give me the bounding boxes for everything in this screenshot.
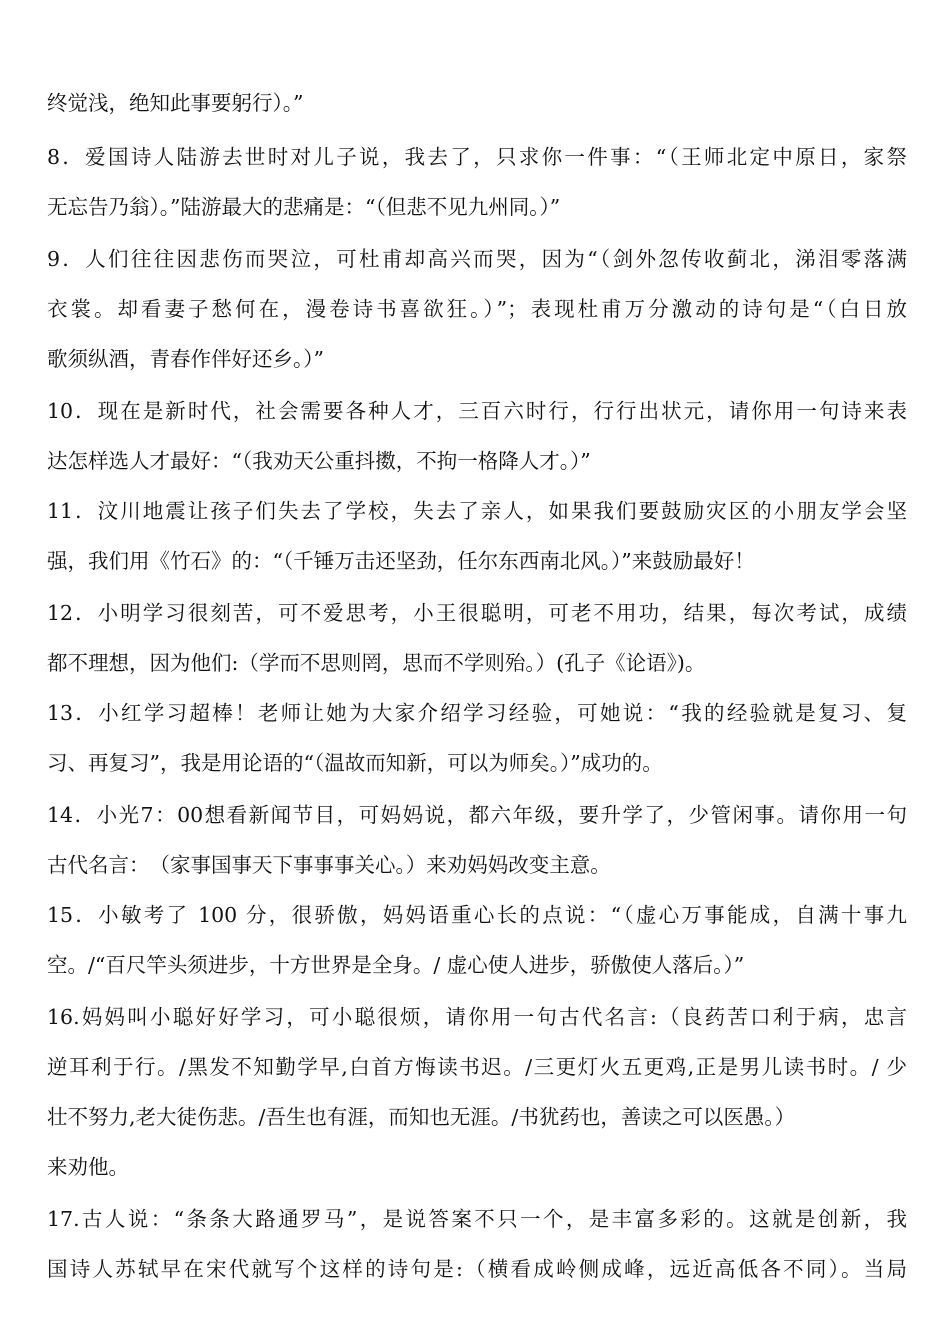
- text-line: 来劝他。: [47, 1155, 129, 1179]
- text-line: 都不理想，因为他们:（学而不思则罔，思而不学则殆。）(孔子《论语》)。: [47, 651, 706, 675]
- text-line: 逆耳利于行。/黑发不知勤学早,白首方悔读书迟。/三更灯火五更鸡,正是男儿读书时。/ 少: [47, 1055, 907, 1079]
- text-line: 14．小光7：00想看新闻节目，可妈妈说，都六年级，要升学了，少管闲事。请你用一句: [47, 803, 907, 827]
- text-line: 达怎样选人才最好：“（我劝天公重抖擞，不拘一格降人才。）”: [47, 449, 591, 473]
- text-line: 17.古人说：“条条大路通罗马”，是说答案不只一个，是丰富多彩的。这就是创新，我: [47, 1207, 907, 1231]
- text-line: 终觉浅，绝知此事要躬行）。”: [47, 91, 304, 115]
- text-line: 16.妈妈叫小聪好好学习，可小聪很烦，请你用一句古代名言:（良药苦口利于病，忠言: [47, 1005, 907, 1029]
- text-line: 空。/“百尺竿头须进步，十方世界是全身。/ 虚心使人进步，骄傲使人落后。）”: [47, 953, 745, 977]
- text-line: 9．人们往往因悲伤而哭泣，可杜甫却高兴而哭，因为“（剑外忽传收蓟北，涕泪零落满: [47, 247, 907, 271]
- text-line: 歌须纵酒，青春作伴好还乡。）”: [47, 347, 324, 371]
- text-line: 国诗人苏轼早在宋代就写个这样的诗句是:（横看成岭侧成峰，远近高低各不同）。当局: [47, 1257, 907, 1281]
- text-line: 习、再复习”，我是用论语的“（温故而知新，可以为师矣。）”成功的。: [47, 751, 663, 775]
- text-line: 衣裳。却看妻子愁何在，漫卷诗书喜欲狂。）”；表现杜甫万分激动的诗句是“（白日放: [47, 297, 907, 321]
- text-line: 12．小明学习很刻苦，可不爱思考，小王很聪明，可老不用功，结果，每次考试，成绩: [47, 601, 907, 625]
- text-line: 强，我们用《竹石》的：“（千锤万击还坚劲，任尔东西南北风。）”来鼓励最好！: [47, 549, 755, 573]
- text-line: 11．汶川地震让孩子们失去了学校，失去了亲人，如果我们要鼓励灾区的小朋友学会坚: [47, 499, 907, 523]
- text-line: 15．小敏考了 100 分，很骄傲，妈妈语重心长的点说：“（虚心万事能成，自满十事九: [47, 903, 907, 927]
- text-line: 8．爱国诗人陆游去世时对儿子说，我去了，只求你一件事：“（王师北定中原日，家祭: [47, 145, 907, 169]
- text-line: 10．现在是新时代，社会需要各种人才，三百六时行，行行出状元，请你用一句诗来表: [47, 399, 907, 423]
- text-line: 古代名言： （家事国事天下事事事关心。）来劝妈妈改变主意。: [47, 853, 611, 877]
- text-line: 无忘告乃翁）。”陆游最大的悲痛是：“（但悲不见九州同。）”: [47, 195, 561, 219]
- text-line: 壮不努力,老大徒伤悲。/吾生也有涯，而知也无涯。/书犹药也，善读之可以医愚。）: [47, 1105, 796, 1129]
- text-line: 13．小红学习超棒！老师让她为大家介绍学习经验，可她说：“我的经验就是复习、复: [47, 701, 907, 725]
